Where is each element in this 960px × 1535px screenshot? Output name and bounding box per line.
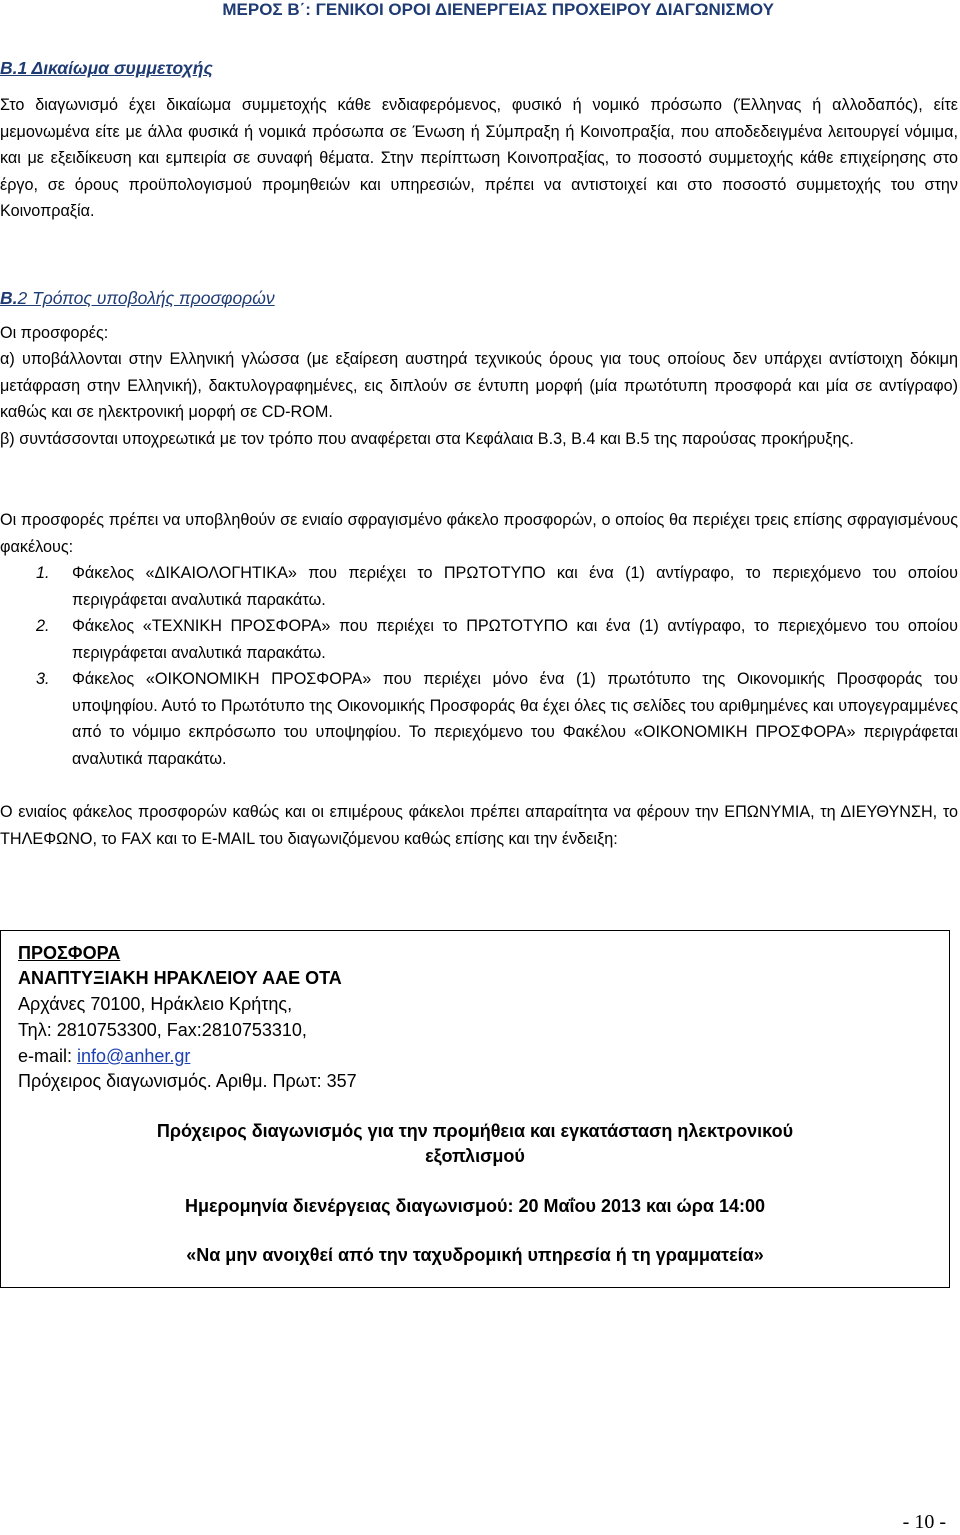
envelope-item: [0, 666, 958, 772]
label-phone-fax: Τηλ: 2810753300, Fax:2810753310,: [18, 1020, 307, 1040]
envelope-item: [0, 560, 958, 613]
envelope-text: Φάκελος «ΔΙΚΑΙΟΛΟΓΗΤΙΚΑ» που περιέχει το ΠΡΩΤΟΤΥΠΟ και ένα (1) αντίγραφο, το περιεχόμενο του οποίου περιγράφεται αναλυτικά παρακάτω.: [72, 564, 958, 609]
section-b2-title-rest: 2 Τρόπος υποβολής προσφορών: [17, 288, 275, 308]
label-notice: «Να μην ανοιχθεί από την ταχυδρομική υπηρεσία ή τη γραμματεία»: [186, 1245, 764, 1265]
label-email-line: [18, 1044, 190, 1068]
envelope-text: Φάκελος «ΟΙΚΟΝΟΜΙΚΗ ΠΡΟΣΦΟΡΑ» που περιέχει μόνο ένα (1) πρωτότυπο της Οικονομικής Προσφοράς του υποψηφίου. Αυτό το Πρωτότυπο της Οικονομικής Προσφοράς θα έχει όλες τις σελίδες του αριθμημένες και υπογεγραμμένες από το νόμιμο εκπρόσωπο του υποψηφίου. Το περιεχόμενο του Φακέλου «ΟΙΚΟΝΟΜΙΚΗ ΠΡΟΣΦΟΡΑ» περιγράφεται αναλυτικά παρακάτω.: [72, 670, 958, 768]
offers-item-b: β) συντάσσονται υποχρεωτικά με τον τρόπο που αναφέρεται στα Κεφάλαια Β.3, Β.4 και Β.5 της παρούσας προκήρυξης.: [0, 430, 854, 448]
label-protocol: Πρόχειρος διαγωνισμός. Αριθμ. Πρωτ: 357: [18, 1071, 357, 1091]
envelope-number: 2.: [36, 617, 50, 635]
label-heading: ΠΡΟΣΦΟΡΑ: [18, 943, 121, 963]
label-organization: ΑΝΑΠΤΥΞΙΑΚΗ ΗΡΑΚΛΕΙΟΥ ΑΑΕ ΟΤΑ: [18, 968, 342, 988]
section-b1-paragraph: Στο διαγωνισμό έχει δικαίωμα συμμετοχής κάθε ενδιαφερόμενος, φυσικό ή νομικό πρόσωπο (Έλληνας ή αλλοδαπός), είτε μεμονωμένα είτε με άλλα φυσικά ή νομικά πρόσωπα σε Ένωση ή Σύμπραξη ή Κοινοπραξία, που αποδεδειγμένα λειτουργεί νόμιμα, και με εξειδίκευση και εμπειρία σε συναφή θέματα. Στην περίπτωση Κοινοπραξίας, το ποσοστό συμμετοχής κάθε επιχείρησης στο έργο, σε όρους προϋπολογισμού προμηθειών και υπηρεσιών, πρέπει να αντιστοιχεί και στο ποσοστό συμμετοχής του στην Κοινοπραξία.: [0, 96, 958, 220]
label-email-prefix: e-mail:: [18, 1046, 78, 1066]
envelope-number: 3.: [36, 670, 50, 688]
section-b2-title-prefix: Β.: [0, 288, 18, 308]
offers-item-a: α) υποβάλλονται στην Ελληνική γλώσσα (με εξαίρεση αυστηρά τεχνικούς όρους για τους οποίους δεν υπάρχει αντίστοιχη δόκιμη μετάφραση στην Ελληνική), δακτυλογραφημένες, εις διπλούν σε έντυπη μορφή (μία πρωτότυπη προσφορά και μία σε αντίγραφο) καθώς και σε ηλεκτρονική μορφή σε CD-ROM.: [0, 350, 958, 421]
label-subject-line1: Πρόχειρος διαγωνισμός για την προμήθεια και εγκατάσταση ηλεκτρονικού: [156, 1121, 794, 1141]
running-header: ΜΕΡΟΣ Β΄: ΓΕΝΙΚΟΙ ΟΡΟΙ ΔΙΕΝΕΡΓΕΙΑΣ ΠΡΟΧΕΙΡΟΥ ΔΙΑΓΩΝΙΣΜΟΥ: [222, 0, 774, 19]
section-b2-title: [0, 288, 275, 309]
closing-paragraph: Ο ενιαίος φάκελος προσφορών καθώς και οι επιμέρους φάκελοι πρέπει απαραίτητα να φέρουν την ΕΠΩΝΥΜΙΑ, τη ΔΙΕΥΘΥΝΣΗ, το ΤΗΛΕΦΩΝΟ, το FAX και το E-MAIL του διαγωνιζόμενου καθώς επίσης και την ένδειξη:: [0, 803, 958, 848]
envelope-label-box: [0, 930, 950, 1288]
envelope-intro: Οι προσφορές πρέπει να υποβληθούν σε ενιαίο σφραγισμένο φάκελο προσφορών, ο οποίος θα περιέχει τρεις επίσης σφραγισμένους φακέλους:: [0, 511, 958, 556]
envelope-number: 1.: [36, 564, 50, 582]
page-number: - 10 -: [902, 1511, 946, 1533]
section-b1-title: Β.1 Δικαίωμα συμμετοχής: [0, 58, 213, 78]
envelope-text: Φάκελος «ΤΕΧΝΙΚΗ ΠΡΟΣΦΟΡΑ» που περιέχει το ΠΡΩΤΟΤΥΠΟ και ένα (1) αντίγραφο, το περιεχόμενο του οποίου περιγράφεται αναλυτικά παρακάτω.: [72, 617, 958, 662]
label-subject-line2: εξοπλισμού: [425, 1146, 525, 1166]
label-date: Ημερομηνία διενέργειας διαγωνισμού: 20 Μαΐου 2013 και ώρα 14:00: [184, 1196, 766, 1216]
email-link[interactable]: info@anher.gr: [77, 1046, 191, 1066]
offers-intro: Οι προσφορές:: [0, 324, 109, 342]
label-address: Αρχάνες 70100, Ηράκλειο Κρήτης,: [18, 994, 293, 1014]
envelope-list: [0, 560, 958, 772]
envelope-item: [0, 613, 958, 666]
